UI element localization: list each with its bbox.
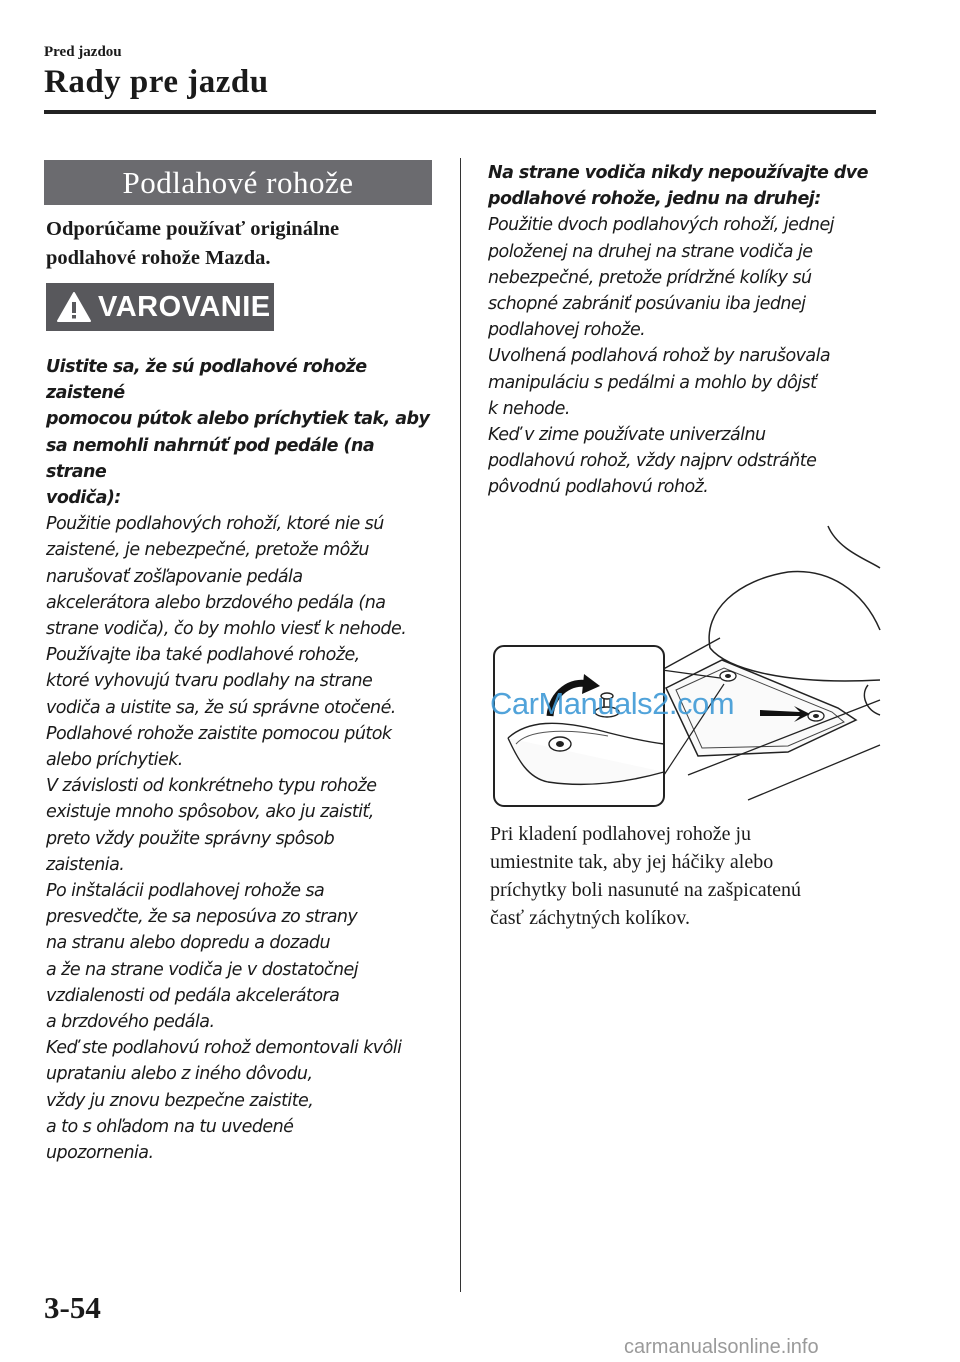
warning-heading-line: vodiča): bbox=[46, 488, 121, 509]
warning-text-line: zaistenia. bbox=[46, 854, 125, 875]
breadcrumb: Pred jazdou bbox=[44, 44, 122, 60]
warning-text-line: existuje mnoho spôsobov, ako ju zaistiť, bbox=[46, 802, 374, 823]
intro-text bbox=[46, 215, 436, 273]
chapter-title: Rady pre jazdu bbox=[44, 64, 269, 100]
intro-line: podlahové rohože Mazda. bbox=[46, 247, 271, 269]
intro-line: Odporúčame používať originálne bbox=[46, 218, 340, 240]
warning-text-line: k nehode. bbox=[488, 398, 570, 419]
warning-text-left bbox=[46, 354, 438, 1166]
warning-text-line: Keď v zime používate univerzálnu bbox=[488, 425, 766, 446]
caption-line: umiestnite tak, aby jej háčiky alebo bbox=[490, 851, 774, 873]
warning-text-line: podlahovú rohož, vždy najprv odstráňte bbox=[488, 451, 817, 472]
warning-heading-line: Na strane vodiča nikdy nepoužívajte dve bbox=[488, 163, 868, 183]
warning-text-line: zaistené, je nebezpečné, pretože môžu bbox=[46, 540, 369, 561]
caption-line: Pri kladení podlahovej rohože ju bbox=[490, 823, 752, 845]
column-divider bbox=[460, 158, 461, 1292]
warning-text-line: Keď ste podlahovú rohož demontovali kvôli bbox=[46, 1038, 402, 1059]
seat-outline bbox=[828, 526, 880, 568]
warning-heading-line: sa nemohli nahrnúť pod pedále (na strane bbox=[46, 435, 375, 482]
caption-line: príchytky boli nasunuté na zašpicatenú bbox=[490, 879, 802, 901]
warning-triangle-icon bbox=[56, 291, 92, 323]
warning-heading-line: podlahové rohože, jednu na druhej: bbox=[488, 189, 821, 210]
warning-text-line: a že na strane vodiča je v dostatočnej bbox=[46, 959, 359, 980]
warning-text-line: akcelerátora alebo brzdového pedála (na bbox=[46, 592, 386, 613]
warning-text-line: uprataniu alebo z iného dôvodu, bbox=[46, 1064, 313, 1085]
warning-text-line: Použitie dvoch podlahových rohoží, jednej bbox=[488, 215, 834, 236]
warning-text-line: schopné zabrániť posúvaniu iba jednej bbox=[488, 294, 806, 315]
warning-text-line: alebo príchytiek. bbox=[46, 750, 183, 771]
warning-text-line: narušovať zošľapovanie pedála bbox=[46, 566, 303, 587]
warning-text-line: na stranu alebo dopredu a dozadu bbox=[46, 933, 331, 954]
figure-caption bbox=[490, 820, 870, 932]
page-number: 3-54 bbox=[44, 1290, 101, 1325]
warning-text-line: Podlahové rohože zaistite pomocou pútok bbox=[46, 723, 392, 744]
warning-text-line: a brzdového pedála. bbox=[46, 1012, 215, 1033]
warning-text-line: pôvodnú podlahovú rohož. bbox=[488, 477, 709, 498]
warning-heading-line: pomocou pútok alebo príchytiek tak, aby bbox=[46, 409, 430, 430]
warning-text-line: Používajte iba také podlahové rohože, bbox=[46, 645, 360, 666]
warning-text-line: položenej na druhej na strane vodiča je bbox=[488, 241, 813, 262]
section-title: Podlahové rohože bbox=[44, 160, 432, 205]
warning-text-right bbox=[488, 160, 880, 501]
warning-badge bbox=[46, 283, 274, 331]
warning-text-line: Po inštalácii podlahovej rohože sa bbox=[46, 881, 325, 902]
seat-cushion bbox=[709, 572, 880, 648]
warning-text-line: Použitie podlahových rohoží, ktoré nie sú bbox=[46, 514, 384, 535]
warning-heading-line: Uistite sa, že sú podlahové rohože zaistené bbox=[46, 357, 367, 404]
warning-text-line: nebezpečné, pretože prídržné kolíky sú bbox=[488, 267, 812, 288]
caption-line: časť záchytných kolíkov. bbox=[490, 907, 690, 929]
warning-text-line: V závislosti od konkrétneho typu rohože bbox=[46, 776, 377, 797]
warning-text-line: Uvoľnená podlahová rohož by narušovala bbox=[488, 346, 831, 367]
header-rule bbox=[44, 110, 876, 114]
warning-text-line: strane vodiča), čo by mohlo viesť k nehode. bbox=[46, 619, 407, 640]
warning-text-line: vždy ju znovu bezpečne zaistite, bbox=[46, 1090, 314, 1111]
watermark: CarManuals2.com bbox=[490, 686, 735, 721]
warning-text-line: podlahovej rohože. bbox=[488, 320, 646, 341]
warning-text-line: preto vždy použite správny spôsob bbox=[46, 828, 335, 849]
warning-text-line: vodiča a uistite sa, že sú správne otočené. bbox=[46, 697, 396, 718]
warning-text-line: upozornenia. bbox=[46, 1143, 154, 1164]
warning-text-line: manipuláciu s pedálmi a mohlo by dôjsť bbox=[488, 372, 817, 393]
warning-text-line: a to s ohľadom na tu uvedené bbox=[46, 1116, 294, 1137]
warning-text-line: presvedčte, že sa neposúva zo strany bbox=[46, 907, 358, 928]
floor-mat-illustration bbox=[488, 520, 888, 810]
warning-text-line: vzdialenosti od pedála akcelerátora bbox=[46, 985, 340, 1006]
footer-site-link[interactable]: carmanualsonline.info bbox=[624, 1336, 819, 1358]
warning-text-line: ktoré vyhovujú tvaru podlahy na strane bbox=[46, 671, 373, 692]
warning-label: VAROVANIE bbox=[98, 290, 271, 323]
